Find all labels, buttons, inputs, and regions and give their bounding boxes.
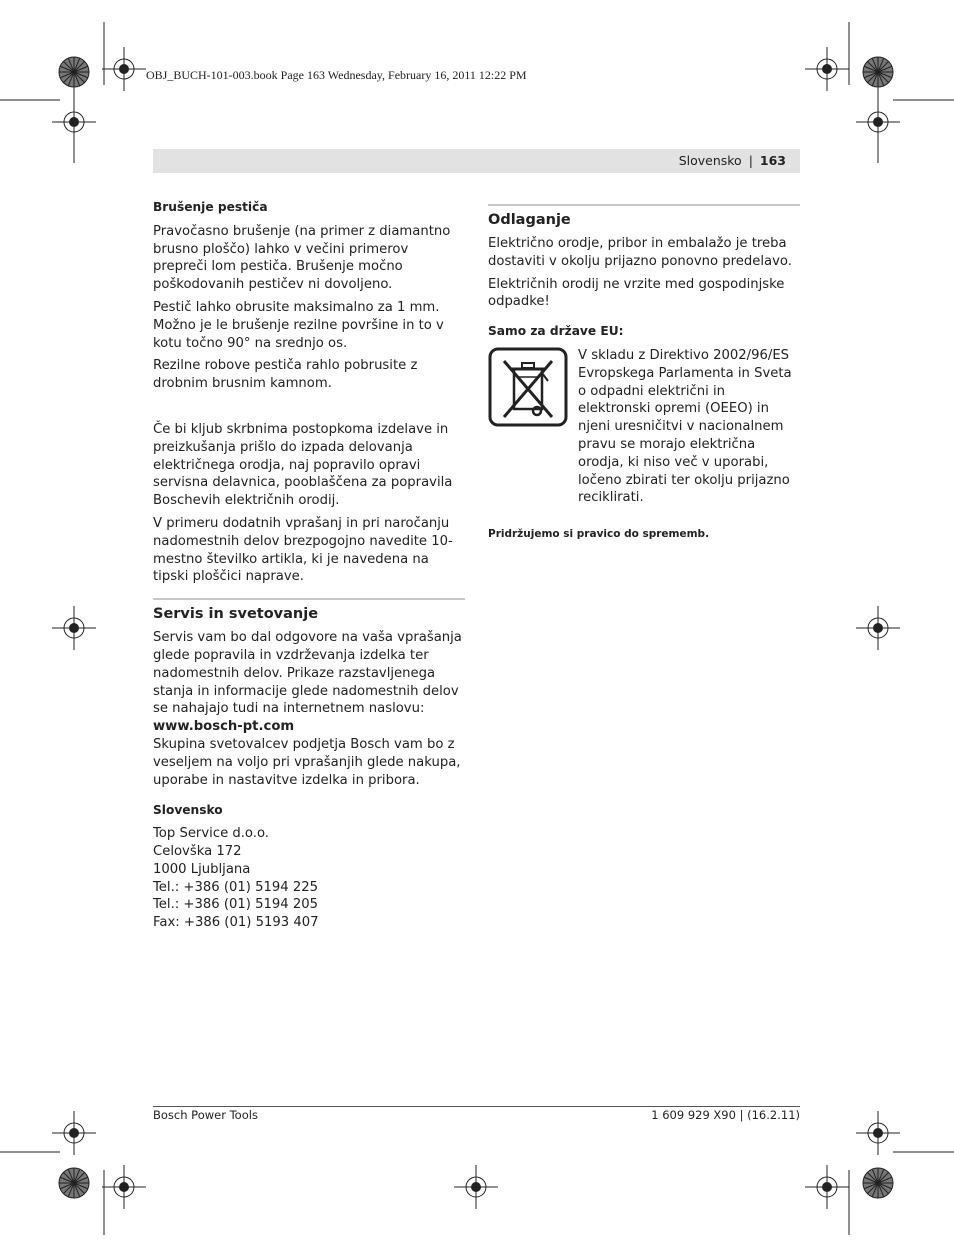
address-line: Top Service d.o.o. [153,826,269,842]
crossed-out-wheelie-bin-icon [488,347,568,427]
country-heading: Slovensko [153,803,223,818]
disposal-paragraph: Električnih orodij ne vrzite med gospodinjske odpadke! [488,276,785,310]
page-header-bar [153,149,800,173]
right-column [488,204,800,541]
phone-line: Tel.: +386 (01) 5194 205 [153,897,319,913]
disposal-title: Odlaganje [488,212,571,228]
footer-doc-number: 1 609 929 X90 | (16.2.11) [651,1108,800,1122]
address-block [153,825,465,932]
header-separator: | [748,153,753,168]
address-line: Celovška 172 [153,843,242,859]
repair-paragraph: V primeru dodatnih vprašanj in pri naročanju nadomestnih delov brezpogojno navedite 10-mestno številko artikla, ki je navedena na tipski ploščici naprave. [153,515,453,585]
eu-heading: Samo za države EU: [488,324,624,339]
grinding-paragraph: Pestič lahko obrusite maksimalno za 1 mm. Možno je le brušenje rezilne površine in to v kotu točno 90° na srednjo os. [153,299,444,351]
page-header [679,153,786,168]
grinding-paragraph: Pravočasno brušenje (na primer z diamantno brusno ploščo) lahko v večini primerov prepreči lom pestiča. Brušenje močno poškodovanih pestičev ni dovoljeno. [153,223,451,293]
service-title: Servis in svetovanje [153,606,319,623]
weee-block [488,347,800,507]
print-info-line: OBJ_BUCH-101-003.book Page 163 Wednesday, February 16, 2011 12:22 PM [146,68,527,82]
service-url-link[interactable]: www.bosch-pt.com [153,719,295,735]
header-language: Slovensko [678,153,742,168]
change-notice: Pridržujemo si pravico do sprememb. [488,528,710,541]
address-line: 1000 Ljubljana [153,861,251,877]
left-column [153,199,465,932]
footer-rule [153,1106,800,1107]
section-rule [488,204,800,206]
section-rule [153,598,465,600]
footer-brand: Bosch Power Tools [153,1108,258,1122]
disposal-paragraph: Električno orodje, pribor in embalažo je treba dostaviti v okolju prijazno ponovno predelavo. [488,236,792,269]
phone-line: Tel.: +386 (01) 5194 225 [153,879,319,895]
eu-directive-text: V skladu z Direktivo 2002/96/ES Evropskega Parlamenta in Sveta o odpadni električni in elektronski opremi (OEEO) in njeni uresničitvi v nacionalnem pravu se morajo električna orodja, ki niso več v uporabi, ločeno zbirati ter okolju prijazno reciklirati. [578,347,792,506]
service-advice: Skupina svetovalcev podjetja Bosch vam bo z veseljem na voljo pri vprašanjih glede nakupa, uporabe in nastavitve izdelka in pribora. [153,736,461,788]
page-number: 163 [759,153,786,168]
fax-line: Fax: +386 (01) 5193 407 [153,915,319,931]
grinding-heading: Brušenje pestiča [153,200,268,214]
service-intro: Servis vam bo dal odgovore na vaša vprašanja glede popravila in vzdrževanja izdelka ter nadomestnih delov. Prikaze razstavljenega stanja in informacije glede nadomestnih delov se nahajajo tudi na internetnem naslovu: [153,630,462,717]
grinding-paragraph: Rezilne robove pestiča rahlo pobrusite z drobnim brusnim kamnom. [153,358,418,392]
repair-paragraph: Če bi kljub skrbnima postopkoma izdelave in preizkušanja prišlo do izpada delovanja električnega orodja, naj popravilo opravi servisna delavnica, pooblaščena za popravila Boschevih električnih orodij. [153,421,453,509]
